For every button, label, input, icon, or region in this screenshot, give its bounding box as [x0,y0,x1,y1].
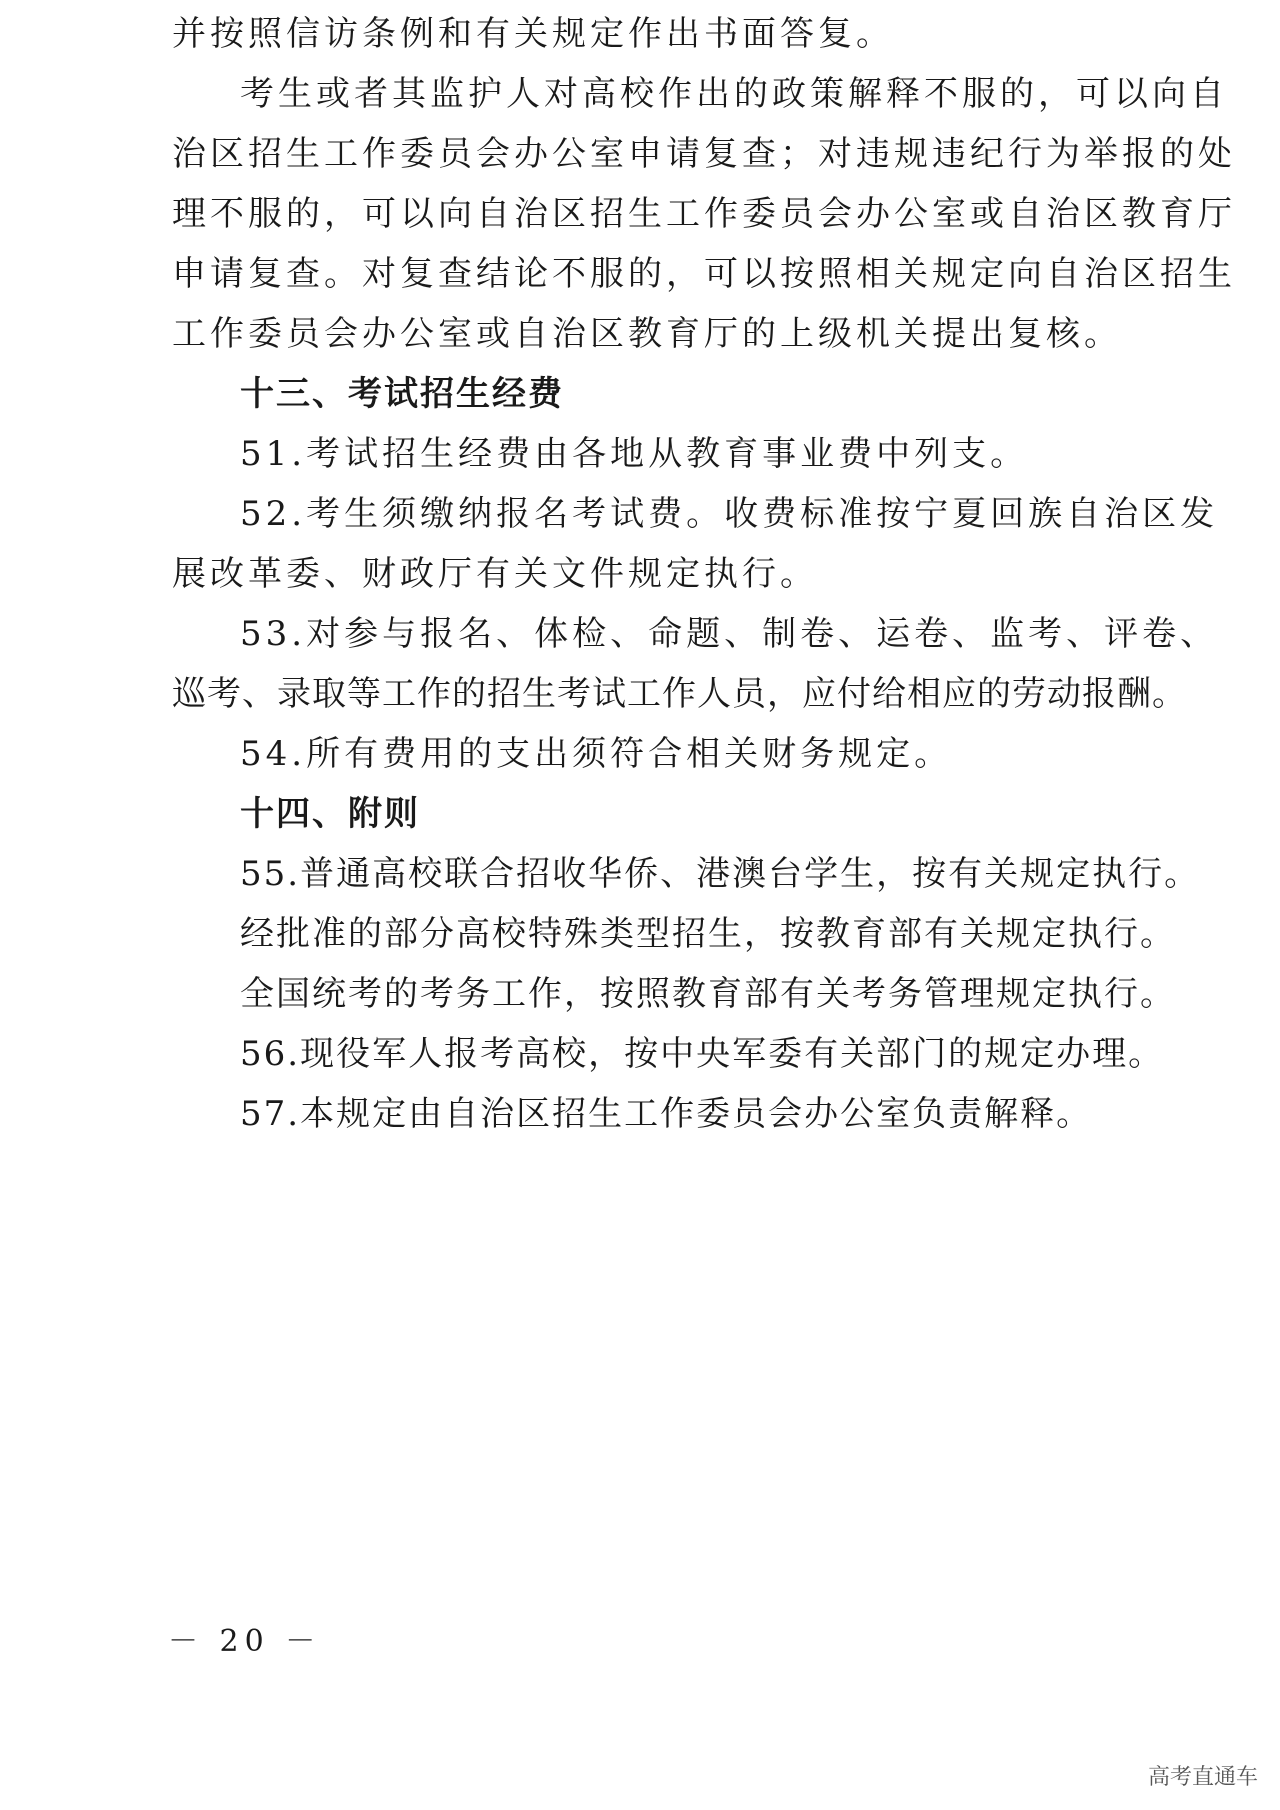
clause-line: 54.所有费用的支出须符合相关财务规定。 [240,734,953,774]
clause-line: 57.本规定由自治区招生工作委员会办公室负责解释。 [240,1094,1093,1134]
clause-line: 经批准的部分高校特殊类型招生，按教育部有关规定执行。 [240,914,1176,954]
section-heading: 十四、附则 [240,794,420,834]
paragraph-line: 考生或者其监护人对高校作出的政策解释不服的，可以向自 [240,74,1228,114]
clause-line: 53.对参与报名、体检、命题、制卷、运卷、监考、评卷、 [240,614,1219,654]
paragraph-line: 工作委员会办公室或自治区教育厅的上级机关提出复核。 [172,314,1122,354]
paragraph-line: 并按照信访条例和有关规定作出书面答复。 [172,14,894,54]
clause-line: 56.现役军人报考高校，按中央军委有关部门的规定办理。 [240,1034,1165,1074]
paragraph-line: 治区招生工作委员会办公室申请复查；对违规违纪行为举报的处 [172,134,1236,174]
section-heading: 十三、考试招生经费 [240,374,564,414]
watermark-text: 高考直通车 [1147,1765,1258,1790]
clause-line: 全国统考的考务工作，按照教育部有关考务管理规定执行。 [240,974,1176,1014]
clause-line: 51.考试招生经费由各地从教育事业费中列支。 [240,434,1029,474]
clause-line: 展改革委、财政厅有关文件规定执行。 [172,554,818,594]
paragraph-line: 申请复查。对复查结论不服的，可以按照相关规定向自治区招生 [172,254,1236,294]
clause-line: 55.普通高校联合招收华侨、港澳台学生，按有关规定执行。 [240,854,1201,894]
clause-line: 巡考、录取等工作的招生考试工作人员，应付给相应的劳动报酬。 [172,674,1187,714]
page-number: － 20 － [168,1624,322,1659]
paragraph-line: 理不服的，可以向自治区招生工作委员会办公室或自治区教育厅 [172,194,1236,234]
clause-line: 52.考生须缴纳报名考试费。收费标准按宁夏回族自治区发 [240,494,1219,534]
